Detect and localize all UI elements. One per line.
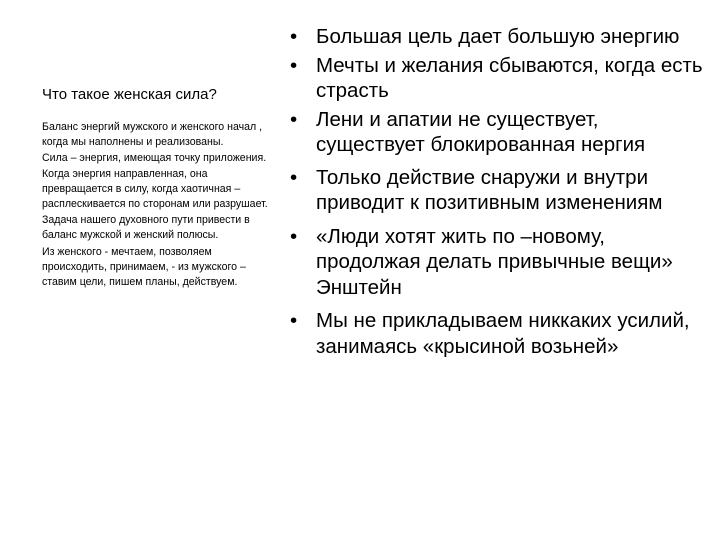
paragraph-feminine-masculine: Из женского - мечтаем, позволяем происходить, принимаем, - из мужского – ставим цели, пишем планы, действуем. bbox=[42, 245, 246, 289]
bullet-icon: • bbox=[290, 224, 298, 248]
bullet-text: Только действие снаружи и внутри приводит к позитивным изменениям bbox=[316, 165, 663, 214]
bullet-text: «Люди хотят жить по –новому, продолжая делать привычные вещи» Энштейн bbox=[316, 224, 673, 299]
bullet-icon: • bbox=[290, 309, 298, 332]
bullet-text: Мы не прикладываем никкаких усилий, занимаясь «крысиной возьней» bbox=[316, 309, 690, 358]
paragraph-strength: Сила – энергия, имеющая точку приложения. Когда энергия направленная, она превращается в силу, когда хаотичная – расплескивается по сторонам или разрушает. bbox=[42, 152, 268, 211]
bullet-list bbox=[290, 24, 710, 359]
left-column bbox=[42, 86, 270, 291]
slide-heading: Что такое женская сила? bbox=[42, 86, 217, 103]
bullet-icon: • bbox=[290, 25, 298, 48]
bullet-item bbox=[290, 308, 710, 359]
bullet-item bbox=[290, 165, 710, 216]
right-column bbox=[290, 24, 710, 359]
bullet-text: Большая цель дает большую энергию bbox=[316, 25, 680, 48]
bullet-item bbox=[290, 224, 710, 301]
bullet-item bbox=[290, 53, 710, 104]
bullet-text: Мечты и желания сбываются, когда есть страсть bbox=[316, 53, 703, 102]
bullet-item bbox=[290, 107, 710, 158]
bullet-icon: • bbox=[290, 53, 298, 77]
paragraph-task: Задача нашего духовного пути привести в баланс мужской и женский полюсы. bbox=[42, 214, 250, 242]
bullet-text: Лени и апатии не существует, существует блокированная нергия bbox=[316, 107, 646, 156]
bullet-icon: • bbox=[290, 165, 298, 189]
paragraph-balance: Баланс энергий мужского и женского начал , когда мы наполнены и реализованы. bbox=[42, 121, 263, 149]
bullet-item bbox=[290, 24, 710, 50]
bullet-icon: • bbox=[290, 107, 298, 131]
